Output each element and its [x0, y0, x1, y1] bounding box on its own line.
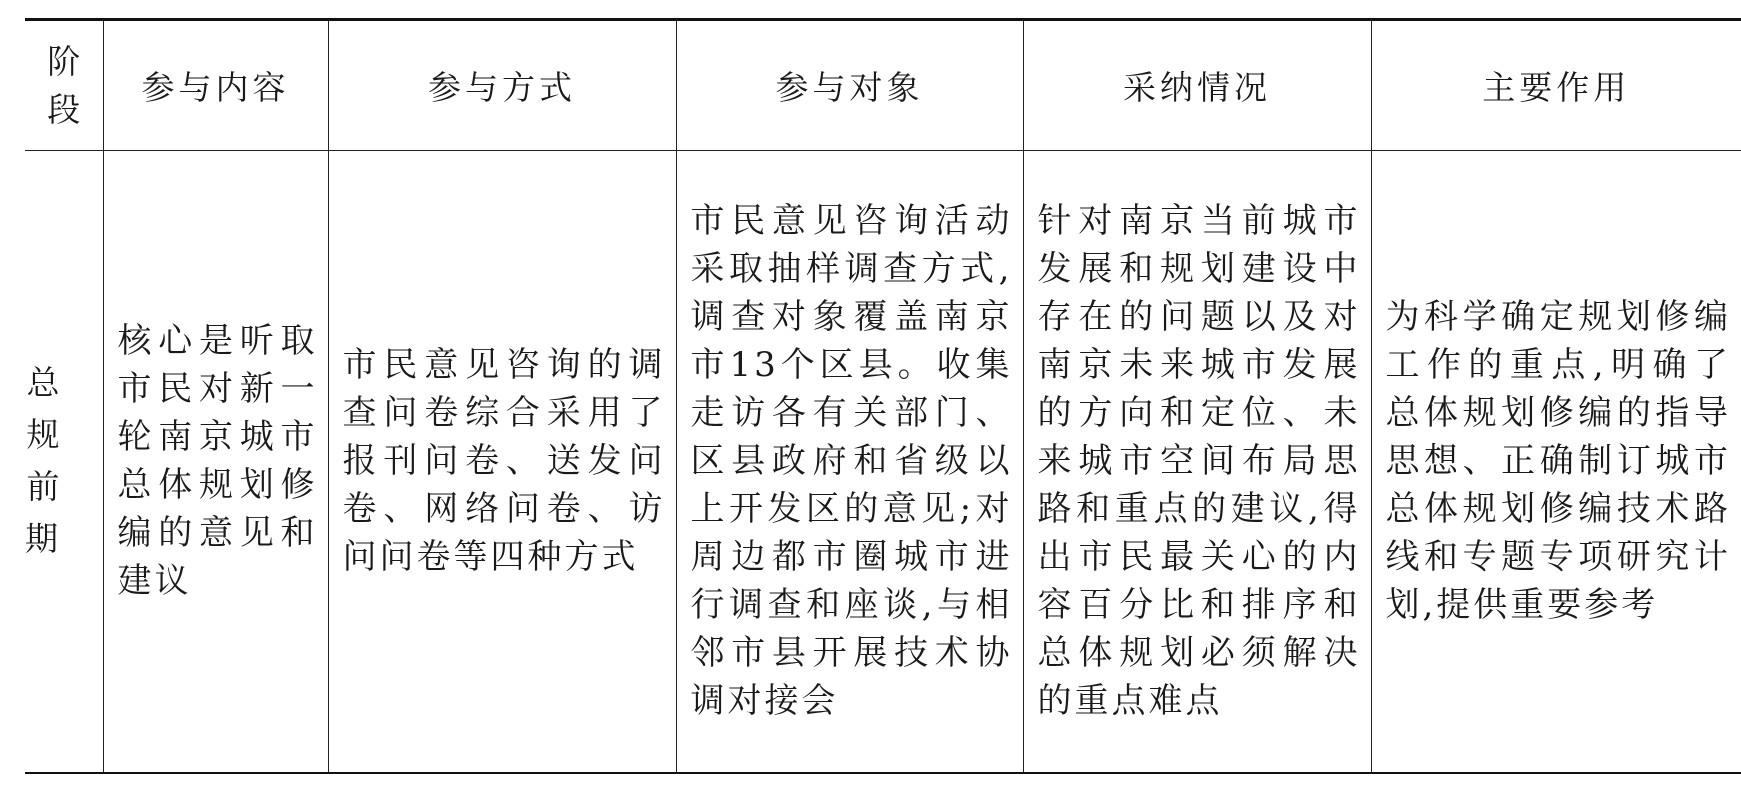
header-role: 主要作用 [1371, 20, 1741, 151]
planning-participation-table [25, 18, 1741, 774]
header-stage [25, 20, 103, 151]
target-text: 市民意见咨询活动采取抽样调查方式,调查对象覆盖南京市13个区县。收集走访各有关部门、区县政府和省级以上开发区的意见;对周边都市圈城市进行调查和座谈,与相邻市县开展技术协调对接会 [690, 201, 1013, 722]
header-adoption: 采纳情况 [1023, 20, 1371, 151]
header-row [25, 20, 1741, 151]
cell-method [328, 151, 676, 773]
header-method: 参与方式 [328, 20, 676, 151]
header-content: 参与内容 [103, 20, 328, 151]
table-body [25, 151, 1741, 773]
role-text: 为科学确定规划修编工作的重点,明确了总体规划修编的指导思想、正确制订城市总体规划修编技术路线和专题专项研究计划,提供重要参考 [1385, 297, 1731, 626]
header-target: 参与对象 [676, 20, 1023, 151]
table-row [25, 151, 1741, 773]
adoption-text: 针对南京当前城市发展和规划建设中存在的问题以及对南京未来城市发展的方向和定位、未来城市空间布局思路和重点的建议,得出市民最关心的内容百分比和排序和总体规划必须解决的重点难点 [1037, 201, 1361, 722]
method-text: 市民意见咨询的调查问卷综合采用了报刊问卷、送发问卷、网络问卷、访问问卷等四种方式 [342, 345, 666, 578]
stage-text: 总规前期 [25, 363, 60, 559]
planning-participation-table-wrapper [25, 18, 1741, 774]
header-stage-label: 阶段 [47, 41, 81, 129]
cell-stage [25, 151, 103, 773]
cell-role [1371, 151, 1741, 773]
content-text: 核心是听取市民对新一轮南京城市总体规划修编的意见和建议 [117, 321, 318, 602]
cell-content [103, 151, 328, 773]
cell-target [676, 151, 1023, 773]
table-header [25, 20, 1741, 151]
cell-adoption [1023, 151, 1371, 773]
